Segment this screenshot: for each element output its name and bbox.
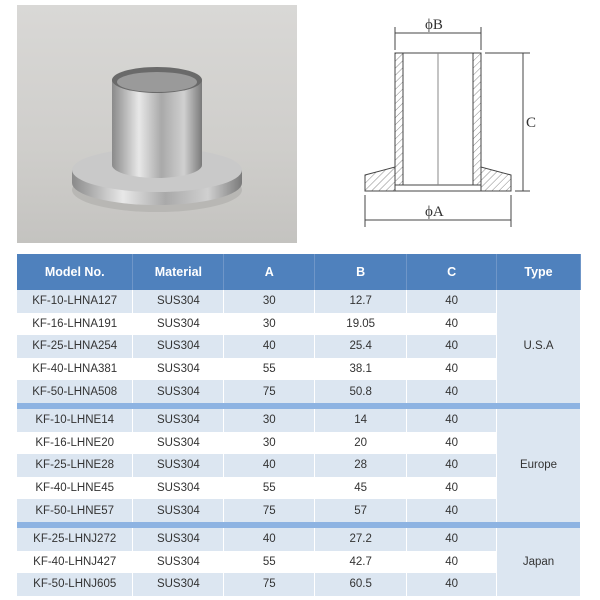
product-photo [17,5,297,243]
table-cell: 55 [224,477,315,500]
column-header: A [224,254,315,290]
table-cell: 40 [407,573,497,596]
table-row [17,499,581,522]
table-cell: SUS304 [133,358,224,381]
table-cell: 40 [407,551,497,574]
table-cell: SUS304 [133,380,224,403]
table-cell: 40 [407,454,497,477]
table-cell: KF-40-LHNJ427 [17,551,133,574]
table-cell: 27.2 [315,528,407,551]
table-cell: 40 [407,313,497,336]
table-cell: 75 [224,380,315,403]
table-cell: 55 [224,551,315,574]
column-header: C [407,254,497,290]
table-cell: SUS304 [133,409,224,432]
column-header: Model No. [17,254,133,290]
table-cell: SUS304 [133,432,224,455]
table-cell: KF-25-LHNA254 [17,335,133,358]
table-row [17,432,581,455]
table-row [17,358,581,381]
table-cell: KF-50-LHNE57 [17,499,133,522]
table-cell: 30 [224,432,315,455]
dimension-b-label: ϕB [425,17,443,33]
table-cell: 40 [224,528,315,551]
table-cell: KF-40-LHNE45 [17,477,133,500]
table-cell: 40 [407,290,497,313]
table-cell: 57 [315,499,407,522]
type-cell: Japan [497,528,581,596]
table-cell: SUS304 [133,477,224,500]
table-cell: 12.7 [315,290,407,313]
table-cell: KF-50-LHNA508 [17,380,133,403]
column-header: Material [133,254,224,290]
type-cell: U.S.A [497,290,581,403]
table-cell: KF-16-LHNE20 [17,432,133,455]
table-cell: KF-16-LHNA191 [17,313,133,336]
table-cell: 38.1 [315,358,407,381]
dimension-a-label: ϕA [425,204,444,220]
specification-table [17,254,581,596]
table-cell: 42.7 [315,551,407,574]
table-cell: KF-50-LHNJ605 [17,573,133,596]
table-cell: KF-40-LHNA381 [17,358,133,381]
dimension-c-label: C [526,115,537,131]
table-row [17,335,581,358]
table-cell: KF-10-LHNE14 [17,409,133,432]
table-cell: 30 [224,313,315,336]
table-cell: 75 [224,573,315,596]
technical-drawing [345,5,565,235]
table-cell: SUS304 [133,290,224,313]
table-row [17,380,581,403]
table-cell: 40 [407,499,497,522]
column-header: B [315,254,407,290]
table-cell: 28 [315,454,407,477]
table-cell: 40 [407,358,497,381]
table-row [17,290,581,313]
table-cell: 30 [224,290,315,313]
table-cell: 40 [224,454,315,477]
table-cell: 40 [224,335,315,358]
table-row [17,477,581,500]
table-header-row [17,254,581,290]
table-row [17,528,581,551]
table-cell: SUS304 [133,335,224,358]
table-cell: SUS304 [133,454,224,477]
table-cell: 50.8 [315,380,407,403]
table-cell: 60.5 [315,573,407,596]
table-cell: 19.05 [315,313,407,336]
table-cell: 40 [407,432,497,455]
table-cell: 30 [224,409,315,432]
table-cell: 25.4 [315,335,407,358]
table-cell: 20 [315,432,407,455]
table-cell: SUS304 [133,313,224,336]
table-cell: 40 [407,335,497,358]
table-cell: 75 [224,499,315,522]
table-row [17,573,581,596]
table-cell: 40 [407,409,497,432]
table-cell: SUS304 [133,573,224,596]
table-row [17,454,581,477]
table-row [17,313,581,336]
type-cell: Europe [497,409,581,522]
table-cell: 40 [407,380,497,403]
table-cell: KF-25-LHNE28 [17,454,133,477]
table-cell: 45 [315,477,407,500]
column-header: Type [497,254,581,290]
table-cell: KF-25-LHNJ272 [17,528,133,551]
table-cell: SUS304 [133,551,224,574]
table-cell: KF-10-LHNA127 [17,290,133,313]
table-cell: 40 [407,477,497,500]
table-row [17,409,581,432]
table-cell: 40 [407,528,497,551]
table-cell: 14 [315,409,407,432]
table-row [17,551,581,574]
flange-photo-illustration [17,5,297,243]
table-cell: 55 [224,358,315,381]
table-cell: SUS304 [133,528,224,551]
table-cell: SUS304 [133,499,224,522]
